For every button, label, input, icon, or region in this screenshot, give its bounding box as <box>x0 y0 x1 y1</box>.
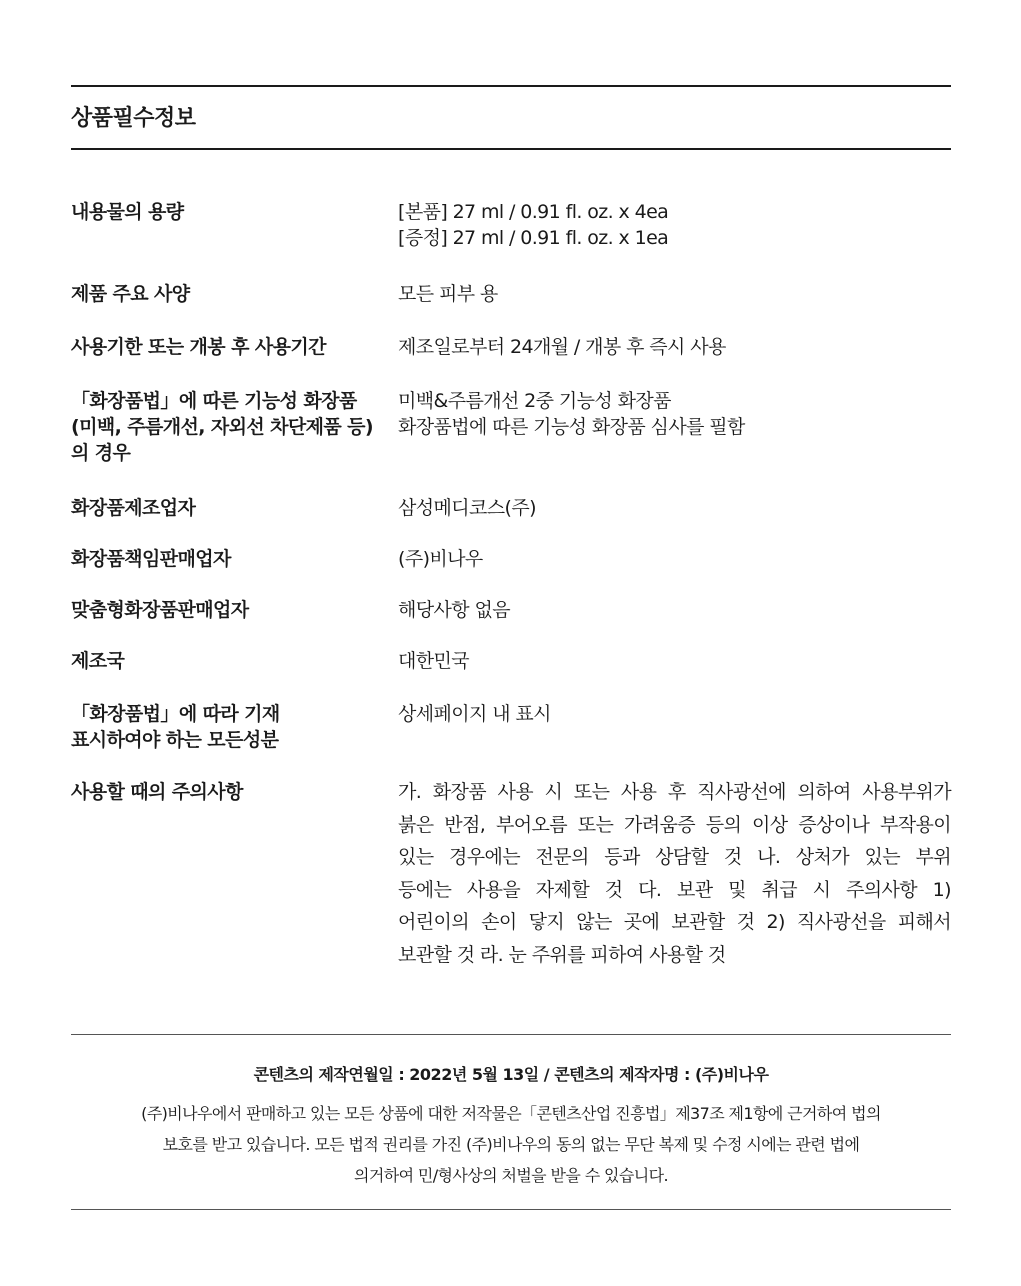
value-line: [본품] 27 ml / 0.91 fl. oz. x 4ea <box>398 201 669 223</box>
value-line: (주)비나우 <box>398 548 483 570</box>
value-line: 가. 화장품 사용 시 또는 사용 후 직사광선에 의하여 사용부위가 <box>398 781 951 803</box>
row-label <box>71 495 396 521</box>
label-line: 맞춤형화장품판매업자 <box>71 599 249 621</box>
top-divider <box>71 85 951 87</box>
row-value <box>398 388 951 440</box>
row-label <box>71 648 396 674</box>
value-line: [증정] 27 ml / 0.91 fl. oz. x 1ea <box>398 227 669 249</box>
row-value <box>398 546 951 572</box>
value-line: 보관할 것 라. 눈 주위를 피하여 사용할 것 <box>398 943 726 966</box>
row-value <box>398 597 951 623</box>
notice-line: 보호를 받고 있습니다. 모든 법적 권리를 가진 (주)비나우의 동의 없는 무단 복제 및 수정 시에는 관련 법에 <box>162 1135 860 1154</box>
label-line: 사용할 때의 주의사항 <box>71 781 243 803</box>
value-line: 상세페이지 내 표시 <box>398 703 551 725</box>
row-label <box>71 597 396 623</box>
label-line: 사용기한 또는 개봉 후 사용기간 <box>71 336 326 358</box>
label-line: 내용물의 용량 <box>71 201 184 223</box>
label-line: 제조국 <box>71 650 125 672</box>
row-label <box>71 779 396 805</box>
label-line: 「화장품법」에 따라 기재 <box>71 703 280 725</box>
value-line: 화장품법에 따른 기능성 화장품 심사를 필함 <box>398 416 745 438</box>
value-line: 등에는 사용을 자제할 것 다. 보관 및 취급 시 주의사항 1) <box>398 878 951 901</box>
notice-line: 의거하여 민/형사상의 처벌을 받을 수 있습니다. <box>354 1166 668 1185</box>
row-value <box>398 776 951 972</box>
row-label <box>71 199 396 225</box>
label-line: 의 경우 <box>71 442 131 464</box>
value-line: 해당사항 없음 <box>398 599 510 621</box>
footer-top-divider <box>71 1034 951 1035</box>
value-line: 대한민국 <box>398 650 470 672</box>
content-meta: 콘텐츠의 제작연월일 : 2022년 5월 13일 / 콘텐츠의 제작자명 : (주)비나우 <box>253 1065 769 1084</box>
value-line: 제조일로부터 24개월 / 개봉 후 즉시 사용 <box>398 336 726 358</box>
copyright-notice <box>71 1098 951 1191</box>
product-info-page <box>71 0 951 1286</box>
title-divider <box>71 148 951 150</box>
row-label <box>71 546 396 572</box>
section-title: 상품필수정보 <box>71 106 196 131</box>
row-value <box>398 495 951 521</box>
row-label <box>71 334 396 360</box>
row-value <box>398 701 951 727</box>
value-line: 삼성메디코스(주) <box>398 497 536 519</box>
footer-bottom-divider <box>71 1209 951 1210</box>
row-value <box>398 199 951 251</box>
value-line: 있는 경우에는 전문의 등과 상담할 것 나. 상처가 있는 부위 <box>398 846 951 869</box>
row-value <box>398 334 951 360</box>
row-value <box>398 648 951 674</box>
row-label <box>71 388 396 466</box>
value-line: 미백&주름개선 2중 기능성 화장품 <box>398 390 671 412</box>
label-line: 제품 주요 사양 <box>71 283 190 305</box>
label-line: 「화장품법」에 따른 기능성 화장품 <box>71 390 357 412</box>
notice-line: (주)비나우에서 판매하고 있는 모든 상품에 대한 저작물은「콘텐츠산업 진흥법」제37조 제1항에 근거하여 법의 <box>141 1104 881 1123</box>
label-line: 화장품책임판매업자 <box>71 548 231 570</box>
label-line: (미백, 주름개선, 자외선 차단제품 등) <box>71 416 374 438</box>
value-line: 어린이의 손이 닿지 않는 곳에 보관할 것 2) 직사광선을 피해서 <box>398 911 951 934</box>
row-label <box>71 281 396 307</box>
label-line: 표시하여야 하는 모든성분 <box>71 729 279 751</box>
label-line: 화장품제조업자 <box>71 497 196 519</box>
row-label <box>71 701 396 753</box>
value-line: 붉은 반점, 부어오름 또는 가려움증 등의 이상 증상이나 부작용이 <box>398 813 951 836</box>
value-line: 모든 피부 용 <box>398 283 498 305</box>
row-value <box>398 281 951 307</box>
